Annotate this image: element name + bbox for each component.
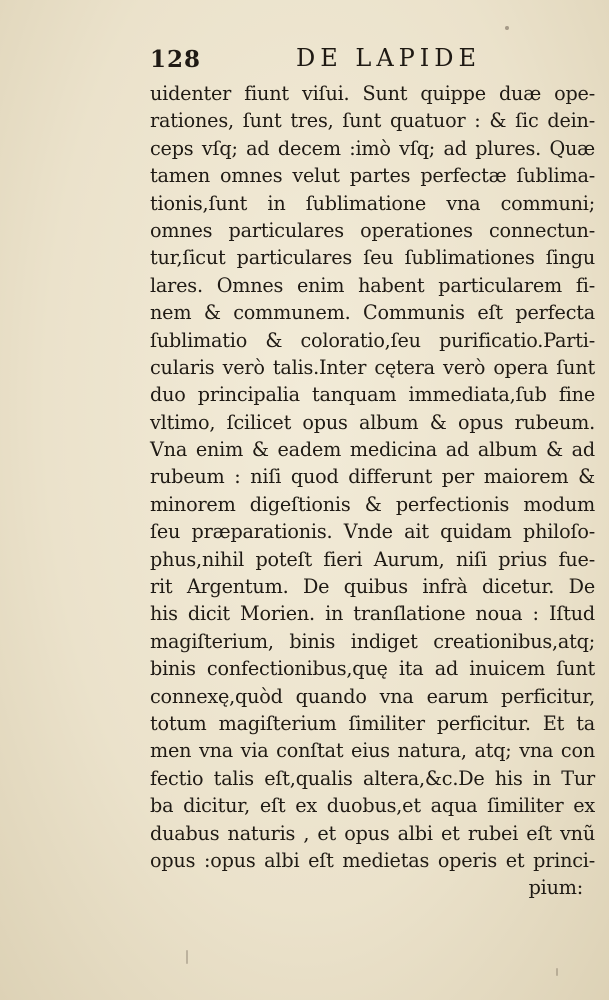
page-number: 128 [150, 46, 202, 73]
text-line: nem & communem. Communis eſt perfecta [150, 301, 595, 325]
text-line: his dicit Morien. in tranſlatione noua : Iſtud [150, 602, 595, 626]
text-line: ſublimatio & coloratio,ſeu purificatio.Parti- [150, 328, 595, 352]
text-line: rit Argentum. De quibus infrà dicetur. De [150, 575, 595, 599]
text-line: omnes particulares operationes connectun- [150, 218, 595, 242]
text-line-catchword: pium: [528, 876, 583, 900]
text-line: Vna enim & eadem medicina ad album & ad [150, 438, 595, 462]
paper-speck [556, 968, 558, 976]
text-line: cularis verò talis.Inter cętera verò opera ſunt [150, 355, 595, 379]
text-line: lares. Omnes enim habent particularem fi- [150, 273, 595, 297]
text-line: binis confectionibus,quę ita ad inuicem ſunt [150, 657, 595, 681]
text-line: opus :opus albi eſt medietas operis et princi- [150, 848, 595, 872]
text-line: ceps vſq; ad decem :imò vſq; ad plures. Quæ [150, 136, 595, 160]
text-line: magiſterium, binis indiget creationibus,atq; [150, 629, 595, 653]
body-text [150, 80, 595, 902]
text-line: tur,ſicut particulares ſeu ſublimationes ſingu [150, 246, 595, 270]
text-line: duo principalia tanquam immediata,ſub fine [150, 383, 595, 407]
text-line: men vna via conſtat eius natura, atq; vna con [150, 739, 595, 763]
running-head: DE LAPIDE [296, 44, 482, 72]
page-header [150, 44, 590, 76]
text-line: duabus naturis , et opus albi et rubei eſt vnũ [150, 821, 595, 845]
text-line: uidenter fiunt viſui. Sunt quippe duæ ope- [150, 82, 595, 105]
text-line: totum magiſterium ſimiliter perficitur. Et ta [150, 711, 595, 735]
paper-speck [505, 26, 509, 30]
text-line: ſeu præparationis. Vnde ait quidam philoſo- [150, 520, 595, 544]
paper-speck [186, 950, 188, 964]
text-line: tionis,ſunt in ſublimatione vna communi; [150, 191, 595, 215]
text-line: phus,nihil poteſt fieri Aurum, niſi prius fue- [150, 547, 595, 571]
text-line: connexę,quòd quando vna earum perficitur, [150, 684, 595, 708]
text-line: rationes, ſunt tres, ſunt quatuor : & ſic dein- [150, 109, 595, 133]
text-line: ba dicitur, eſt ex duobus,et aqua ſimiliter ex [150, 794, 595, 818]
text-line: vltimo, ſcilicet opus album & opus rubeum. [150, 410, 595, 434]
text-line: minorem digeſtionis & perfectionis modum [150, 492, 595, 516]
text-line: rubeum : niſi quod differunt per maiorem & [150, 465, 595, 489]
text-line: fectio talis eſt,qualis altera,&c.De his in Tur [150, 766, 595, 790]
text-line: tamen omnes velut partes perfectæ ſublima- [150, 164, 595, 188]
